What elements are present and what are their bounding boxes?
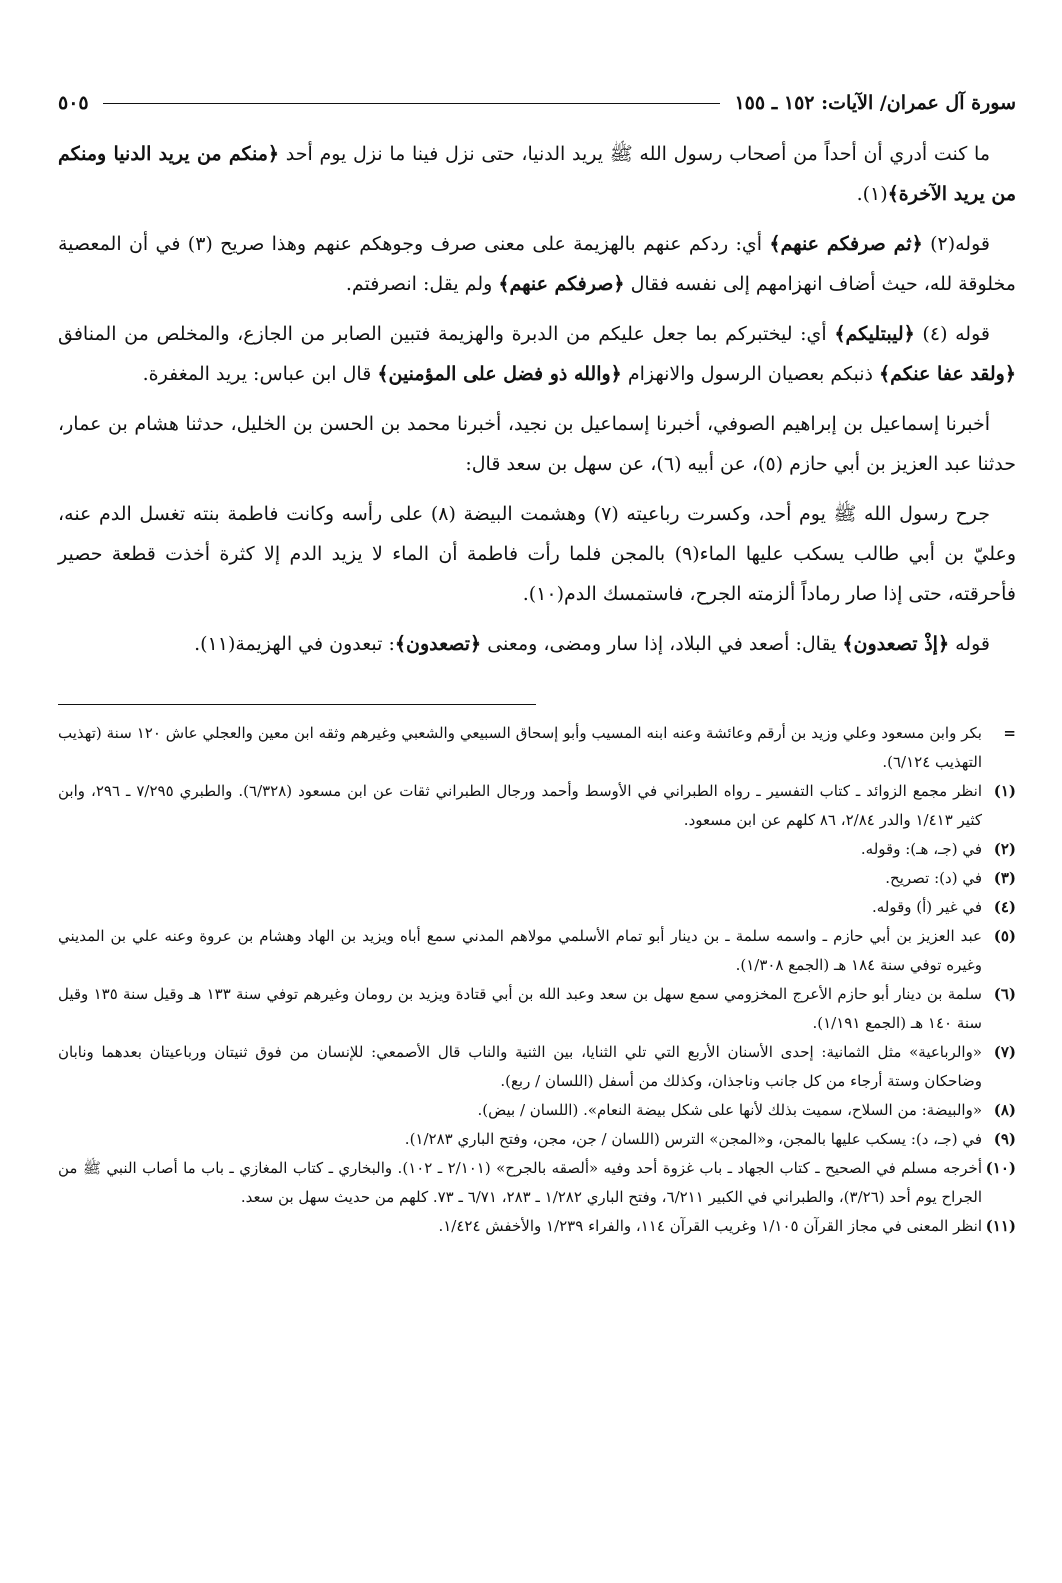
- footnote-mark: (٦): [993, 985, 1016, 1003]
- footnote-divider: [58, 704, 536, 705]
- text-segment: (١).: [856, 183, 888, 205]
- header-rule: [103, 103, 721, 104]
- quran-quote: ﴿والله ذو فضل على المؤمنين﴾: [377, 363, 622, 385]
- paragraph: [58, 404, 1016, 484]
- footnote-text: في (د): تصريح.: [885, 869, 982, 887]
- paragraph: [58, 494, 1016, 614]
- footnote-text: عبد العزيز بن أبي حازم ـ واسمه سلمة ـ بن دينار أبو تمام الأسلمي مولاهم المدني سمع أباه ويزيد بن الهاد وهشام بن عروة وعنه علي بن المديني وغيره توفي سنة ١٨٤ هـ (الجمع ١/٣٠٨).: [58, 927, 982, 974]
- main-text: [58, 134, 1016, 664]
- footnote-mark: (٥): [993, 927, 1016, 945]
- footnote-mark: (١١): [985, 1217, 1016, 1235]
- quran-quote: ﴿تصعدون﴾: [394, 633, 482, 655]
- text-segment: قال ابن عباس: يريد المغفرة.: [142, 363, 378, 385]
- footnote-mark: =: [1003, 724, 1016, 742]
- footnotes: [58, 719, 1016, 1241]
- paragraph: [58, 314, 1016, 394]
- paragraph: [58, 224, 1016, 304]
- footnote: [58, 1212, 1016, 1241]
- quran-quote: ﴿صرفكم عنهم﴾: [498, 273, 625, 295]
- footnote-mark: (٩): [993, 1130, 1016, 1148]
- footnote-mark: (٣): [993, 869, 1016, 887]
- footnote: [58, 835, 1016, 864]
- footnote-mark: (٨): [993, 1101, 1016, 1119]
- footnote-mark: (١): [993, 782, 1016, 800]
- footnote-text: أخرجه مسلم في الصحيح ـ كتاب الجهاد ـ باب غزوة أحد وفيه «ألصقه بالجرح» (٢/١٠١ ـ ١٠٢). والبخاري ـ كتاب المغازي ـ باب ما أصاب النبي ﷺ من الجراح يوم أحد (٣/٢٦)، والطبراني في الكبير ٦/٢١١، وفتح الباري ١/٢٨٢ ـ ٢٨٣، ٦/٧١ ـ ٧٣. كلهم من حديث سهل بن سعد.: [58, 1159, 982, 1206]
- text-segment: قوله(٢): [922, 233, 990, 255]
- footnote-text: انظر المعنى في مجاز القرآن ١/١٠٥ وغريب القرآن ١١٤، والفراء ١/٢٣٩ والأخفش ١/٤٢٤.: [438, 1217, 982, 1235]
- text-segment: قوله (٤): [914, 323, 990, 345]
- footnote: [58, 1125, 1016, 1154]
- footnote: [58, 864, 1016, 893]
- footnote-mark: (١٠): [985, 1159, 1016, 1177]
- paragraph: [58, 624, 1016, 664]
- text-segment: ما كنت أدري أن أحداً من أصحاب رسول الله ﷺ يريد الدنيا، حتى نزل فينا ما نزل يوم أحد: [279, 143, 991, 165]
- quran-quote: ﴿ولقد عفا عنكم﴾: [879, 363, 1016, 385]
- footnote-text: انظر مجمع الزوائد ـ كتاب التفسير ـ رواه الطبراني في الأوسط وأحمد ورجال الطبراني ثقات عن ابن مسعود (٦/٣٢٨). والطبري ٧/٢٩٥ ـ ٢٩٦، وابن كثير ١/٤١٣ والدر ٢/٨٤، ٨٦ كلهم عن ابن مسعود.: [58, 782, 982, 829]
- footnote-text: «والرباعية» مثل الثمانية: إحدى الأسنان الأربع التي تلي الثنايا، بين الثنية والناب قال الأصمعي: للإنسان من فوق ثنيتان ورباعيتان بعدهما ونابان وضاحكان وستة أرجاء من كل جانب وناجذان، وكذلك من أسفل (اللسان / ربع).: [58, 1043, 982, 1090]
- footnote: [58, 1038, 1016, 1096]
- footnote: [58, 719, 1016, 777]
- footnote: [58, 980, 1016, 1038]
- footnote-text: سلمة بن دينار أبو حازم الأعرج المخزومي سمع سهل بن سعد وعبد الله بن أبي قتادة ويزيد بن رومان وغيرهم توفي سنة ١٣٣ هـ وقيل سنة ١٣٥ وقيل سنة ١٤٠ هـ (الجمع ١/١٩١).: [58, 985, 982, 1032]
- footnote: [58, 922, 1016, 980]
- footnote: [58, 1096, 1016, 1125]
- footnote-text: في (جـ، د): يسكب عليها بالمجن، و«المجن» الترس (اللسان / جن، مجن، وفتح الباري ١/٢٨٣).: [404, 1130, 982, 1148]
- text-segment: : تبعدون في الهزيمة(١١).: [194, 633, 395, 655]
- text-segment: يقال: أصعد في البلاد، إذا سار ومضى، ومعنى: [481, 633, 843, 655]
- footnote-text: في غير (أ) وقوله.: [871, 898, 982, 916]
- footnote-text: بكر وابن مسعود وعلي وزيد بن أرقم وعائشة وعنه ابنه المسيب وأبو إسحاق السبيعي والشعبي وغيرهم وثقه ابن معين والعجلي عاش ١٢٠ سنة (تهذيب التهذيب ٦/١٢٤).: [58, 724, 982, 771]
- footnote: [58, 1154, 1016, 1212]
- footnote-mark: (٤): [993, 898, 1016, 916]
- footnote: [58, 777, 1016, 835]
- footnote-mark: (٢): [993, 840, 1016, 858]
- footnote-mark: (٧): [993, 1043, 1016, 1061]
- quran-quote: ﴿إذْ تصعدون﴾: [842, 633, 950, 655]
- text-segment: أخبرنا إسماعيل بن إبراهيم الصوفي، أخبرنا إسماعيل بن نجيد، أخبرنا محمد بن الحسن بن الخليل، حدثنا هشام بن عمار، حدثنا عبد العزيز بن أبي حازم (٥)، عن أبيه (٦)، عن سهل بن سعد قال:: [58, 413, 1016, 475]
- text-segment: ذنبكم بعصيان الرسول والانهزام: [621, 363, 879, 385]
- footnote: [58, 893, 1016, 922]
- text-segment: أي: ليختبركم بما جعل عليكم من الدبرة والهزيمة فتبين الصابر من الجازع، والمخلص من المنافق: [58, 323, 835, 345]
- paragraph: [58, 134, 1016, 214]
- chapter-title: سورة آل عمران/ الآيات: ١٥٢ ـ ١٥٥: [734, 92, 1016, 114]
- quran-quote: ﴿منكم من يريد الدنيا ومنكم من يريد الآخرة﴾: [58, 143, 1016, 205]
- text-segment: جرح رسول الله ﷺ يوم أحد، وكسرت رباعيته (٧) وهشمت البيضة (٨) على رأسه وكانت فاطمة بنته تغسل الدم عنه، وعليّ بن أبي طالب يسكب عليها الماء(٩) بالمجن فلما رأت فاطمة أن الماء لا يزيد الدم إلا كثرة أخذت قطعة حصير فأحرقته، حتى إذا صار رماداً ألزمته الجرح، فاستمسك الدم(١٠).: [58, 503, 1016, 605]
- page-number: ٥٠٥: [58, 92, 89, 114]
- running-header: [58, 86, 1016, 120]
- text-segment: قوله: [949, 633, 990, 655]
- footnote-text: في (جـ، هـ): وقوله.: [860, 840, 982, 858]
- quran-quote: ﴿ثم صرفكم عنهم﴾: [769, 233, 923, 255]
- footnote-text: «والبيضة: من السلاح، سميت بذلك لأنها على شكل بيضة النعام». (اللسان / بيض).: [477, 1101, 982, 1119]
- text-segment: ولم يقل: انصرفتم.: [345, 273, 499, 295]
- text-segment: أي: ردكم عنهم بالهزيمة على معنى صرف وجوهكم عنهم وهذا صريح (٣) في أن المعصية مخلوقة لله، حيث أضاف انهزامهم إلى نفسه فقال: [58, 233, 1016, 295]
- quran-quote: ﴿ليبتليكم﴾: [834, 323, 915, 345]
